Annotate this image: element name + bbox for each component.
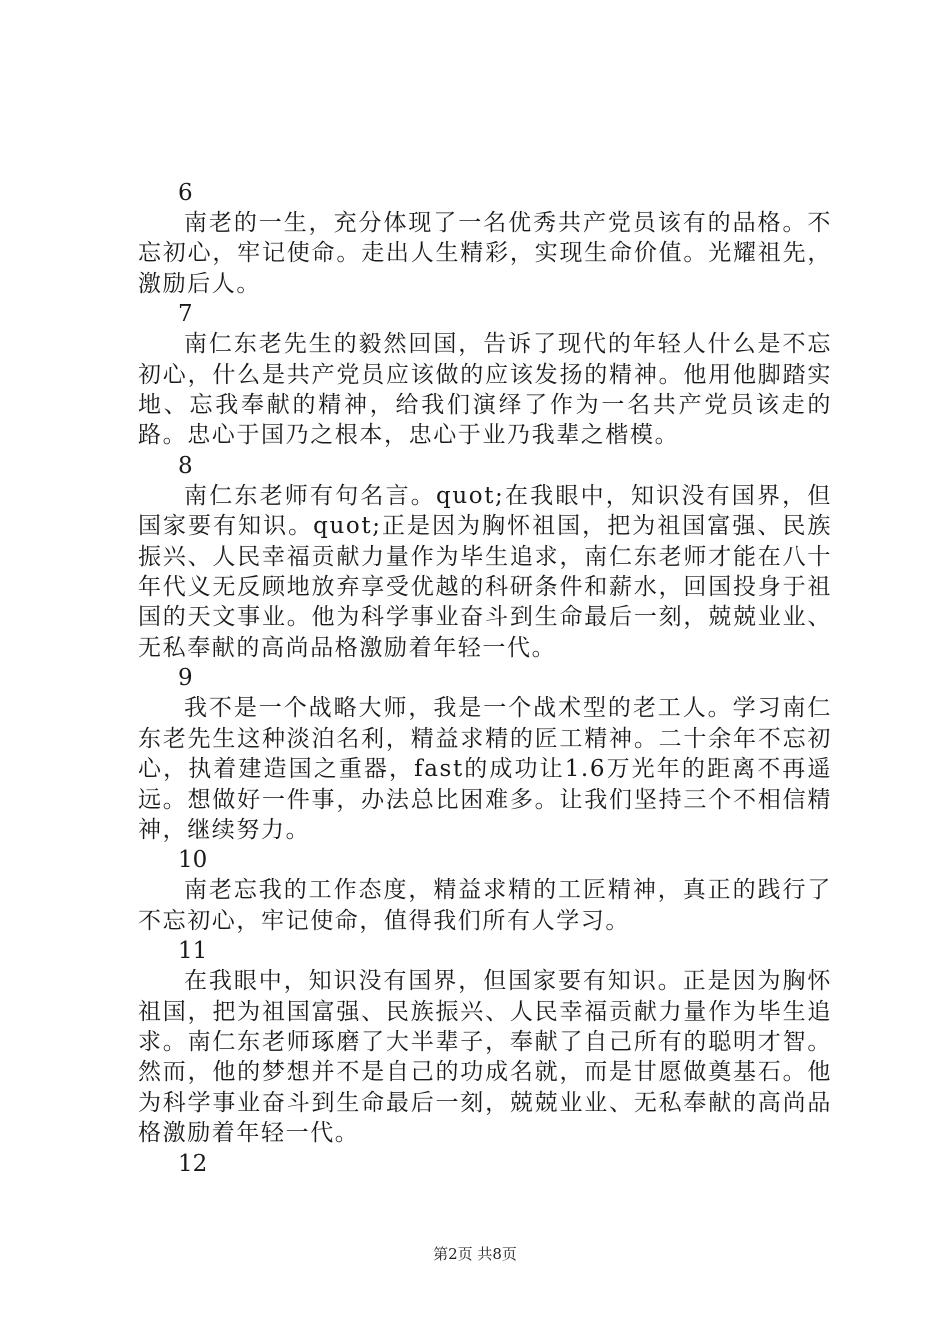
entry-number: 10 <box>178 847 208 874</box>
entry-9 <box>138 663 832 845</box>
entry-paragraph: 南老忘我的工作态度，精益求精的工匠精神，真正的践行了不忘初心，牢记使命，值得我们所有人学习。 <box>138 877 832 934</box>
entry-number: 8 <box>178 452 193 479</box>
entry-paragraph: 南仁东老先生的毅然回国，告诉了现代的年轻人什么是不忘初心，什么是共产党员应该做的应该发扬的精神。他用他脚踏实地、忘我奉献的精神，给我们演绎了作为一名共产党员该走的路。忠心于国乃之根本，忠心于业乃我辈之楷模。 <box>138 331 832 449</box>
entry-number: 6 <box>178 180 193 206</box>
entry-paragraph: 南老的一生，充分体现了一名优秀共产党员该有的品格。不忘初心，牢记使命。走出人生精彩，实现生命价值。光耀祖先，激励后人。 <box>138 210 832 297</box>
entry-paragraph: 在我眼中，知识没有国界，但国家要有知识。正是因为胸怀祖国，把为祖国富强、民族振兴、人民幸福贡献力量作为毕生追求。南仁东老师琢磨了大半辈子，奉献了自己所有的聪明才智。然而，他的梦想并不是自己的功成名就，而是甘愿做奠基石。他为科学事业奋斗到生命最后一刻，兢兢业业、无私奉献的高尚品格激励着年轻一代。 <box>138 968 832 1147</box>
document-body <box>138 178 832 1179</box>
entry-number: 7 <box>178 301 193 328</box>
entry-6 <box>138 178 832 299</box>
entry-7 <box>138 299 832 451</box>
entry-number: 9 <box>178 665 193 692</box>
entry-number: 12 <box>178 1150 208 1177</box>
page-footer: 第2页 共8页 <box>433 1245 517 1263</box>
entry-8 <box>138 451 832 663</box>
entry-paragraph: 南仁东老师有句名言。quot;在我眼中，知识没有国界，但国家要有知识。quot;正是因为胸怀祖国，把为祖国富强、民族振兴、人民幸福贡献力量作为毕生追求，南仁东老师才能在八十年代义无反顾地放弃享受优越的科研条件和薪水，回国投身于祖国的天文事业。他为科学事业奋斗到生命最后一刻，兢兢业业、无私奉献的高尚品格激励着年轻一代。 <box>138 482 832 661</box>
entry-number: 11 <box>178 938 208 965</box>
entry-11 <box>138 936 832 1148</box>
entry-12 <box>138 1149 832 1179</box>
entry-10 <box>138 845 832 936</box>
entry-paragraph: 我不是一个战略大师，我是一个战术型的老工人。学习南仁东老先生这种淡泊名利，精益求精的匠工精神。二十余年不忘初心，执着建造国之重器，fast的成功让1.6万光年的距离不再遥远。想做好一件事，办法总比困难多。让我们坚持三个不相信精神，继续努力。 <box>138 695 832 843</box>
